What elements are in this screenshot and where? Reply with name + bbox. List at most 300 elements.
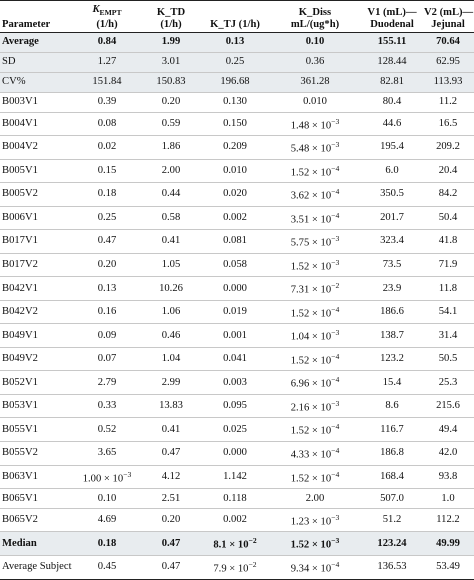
exponent: −3	[331, 512, 340, 522]
cell-value: 4.33 × 10	[290, 449, 332, 461]
table-cell	[202, 159, 268, 183]
cell-value: 6.0	[385, 164, 399, 176]
cell-value: 16.5	[438, 117, 458, 129]
table-cell	[268, 230, 362, 254]
cell-value: 150.83	[156, 76, 186, 88]
cell-value: 350.5	[380, 188, 404, 200]
cell-value: 0.13	[97, 282, 117, 294]
cell-value: 0.02	[97, 141, 117, 153]
table-cell	[140, 347, 202, 371]
cell-value: 9.34 × 10	[290, 563, 332, 575]
header-line2: Duodenal	[370, 19, 414, 30]
table-cell	[422, 418, 474, 442]
header-line2: mL/(ug*h)	[290, 19, 340, 30]
header-line1: V2 (mL)—	[424, 7, 474, 18]
cell-value: 0.020	[223, 188, 247, 200]
cell-value: 82.81	[380, 76, 404, 88]
table-row	[0, 183, 474, 207]
cell-value: 0.41	[161, 235, 181, 247]
cell-value: 0.15	[97, 164, 117, 176]
cell-value: 0.20	[97, 259, 117, 271]
table-header	[0, 1, 474, 33]
table-cell	[140, 556, 202, 580]
cell-value: 4.12	[161, 470, 181, 482]
cell-value: CV%	[2, 76, 26, 88]
exponent: −2	[248, 536, 257, 546]
row-label	[0, 112, 74, 136]
exponent: −4	[331, 163, 340, 173]
cell-value: 15.4	[382, 376, 402, 388]
table-cell	[74, 442, 140, 466]
header-line1: K	[92, 3, 100, 15]
cell-value: 0.10	[97, 492, 117, 504]
cell-value: 7.9 × 10	[213, 563, 249, 575]
table-cell	[202, 112, 268, 136]
table-cell	[422, 532, 474, 556]
cell-value: 0.08	[97, 117, 117, 129]
header-line1: K_Diss	[298, 7, 332, 18]
table-cell	[140, 159, 202, 183]
table-cell	[362, 159, 422, 183]
table-cell	[268, 277, 362, 301]
table-cell	[268, 206, 362, 230]
table-cell	[140, 230, 202, 254]
table-row	[0, 112, 474, 136]
table-cell	[74, 112, 140, 136]
cell-value: 0.000	[223, 282, 247, 294]
cell-value: B063V1	[2, 470, 38, 482]
cell-value: 1.05	[161, 259, 181, 271]
cell-value: 7.31 × 10	[290, 284, 332, 296]
column-header-1	[74, 1, 140, 33]
table-cell	[140, 112, 202, 136]
table-cell	[422, 371, 474, 395]
cell-value: 0.13	[225, 36, 245, 48]
cell-value: 0.010	[303, 96, 327, 108]
cell-value: 0.003	[223, 376, 247, 388]
table-cell	[140, 52, 202, 72]
row-label	[0, 556, 74, 580]
table-cell	[422, 508, 474, 532]
cell-value: 70.64	[436, 36, 460, 48]
table-cell	[140, 253, 202, 277]
header-line2: (1/h)	[160, 19, 182, 30]
cell-value: 41.8	[438, 235, 458, 247]
cell-value: 0.36	[305, 56, 325, 68]
cell-value: 2.79	[97, 376, 117, 388]
row-label	[0, 230, 74, 254]
cell-value: 1.52 × 10	[290, 355, 332, 367]
table-cell	[268, 442, 362, 466]
table-cell	[362, 183, 422, 207]
exponent: −4	[331, 446, 340, 455]
cell-value: 1.52 × 10	[290, 426, 332, 437]
cell-value: 10.26	[159, 282, 183, 294]
table-row	[0, 52, 474, 72]
cell-value: 0.16	[97, 306, 117, 318]
table-cell	[140, 33, 202, 53]
table-cell	[268, 33, 362, 53]
cell-value: B055V1	[2, 423, 38, 435]
cell-value: B004V2	[2, 141, 38, 153]
cell-value: 3.01	[161, 56, 181, 68]
table-cell	[74, 92, 140, 112]
cell-value: 2.00	[161, 164, 181, 176]
cell-value: B042V1	[2, 282, 38, 294]
table-cell	[74, 556, 140, 580]
table-cell	[74, 52, 140, 72]
table-cell	[74, 183, 140, 207]
cell-value: 71.9	[438, 259, 458, 271]
table-cell	[362, 277, 422, 301]
table-cell	[74, 394, 140, 418]
row-label	[0, 253, 74, 277]
column-header-4	[268, 1, 362, 33]
table-cell	[422, 206, 474, 230]
cell-value: 0.39	[97, 96, 117, 108]
table-cell	[422, 33, 474, 53]
table-row	[0, 92, 474, 112]
table-cell	[362, 112, 422, 136]
table-cell	[74, 465, 140, 489]
table-row	[0, 508, 474, 532]
cell-value: 5.48 × 10	[290, 143, 332, 155]
cell-value: B065V2	[2, 514, 38, 526]
exponent: −4	[331, 187, 340, 197]
cell-value: 0.118	[223, 492, 247, 504]
table-cell	[422, 489, 474, 509]
table-cell	[362, 300, 422, 324]
table-cell	[268, 112, 362, 136]
table-cell	[362, 324, 422, 348]
table-row	[0, 418, 474, 442]
cell-value: B049V1	[2, 329, 38, 341]
cell-value: 215.6	[436, 400, 460, 412]
table-cell	[362, 442, 422, 466]
exponent: −4	[331, 469, 340, 479]
cell-value: 1.27	[97, 56, 117, 68]
cell-value: Median	[2, 537, 37, 549]
cell-value: 80.4	[382, 96, 402, 108]
table-cell	[74, 371, 140, 395]
table-cell	[362, 347, 422, 371]
row-label	[0, 159, 74, 183]
cell-value: 0.47	[161, 561, 181, 573]
table-cell	[202, 92, 268, 112]
cell-value: 1.23 × 10	[290, 516, 332, 528]
exponent: −2	[331, 281, 340, 291]
cell-value: Average Subject	[2, 561, 72, 573]
exponent: −2	[248, 560, 257, 570]
cell-value: 112.2	[436, 514, 460, 526]
table-cell	[422, 136, 474, 160]
cell-value: 3.65	[97, 447, 117, 459]
cell-value: B005V2	[2, 188, 38, 200]
cell-value: 201.7	[380, 211, 404, 223]
cell-value: B052V1	[2, 376, 38, 388]
cell-value: 168.4	[380, 470, 404, 482]
cell-value: B006V1	[2, 211, 38, 223]
table-cell	[140, 394, 202, 418]
table-row	[0, 371, 474, 395]
cell-value: 8.1 × 10	[213, 540, 249, 552]
cell-value: 1.48 × 10	[290, 120, 332, 132]
table-cell	[202, 532, 268, 556]
header-line2: Jejunal	[431, 19, 465, 30]
header-line1: V1 (mL)—	[367, 7, 417, 18]
cell-value: 1.04	[161, 353, 181, 365]
table-cell	[268, 394, 362, 418]
table-cell	[74, 159, 140, 183]
cell-value: B042V2	[2, 306, 38, 318]
exponent: −4	[331, 304, 340, 314]
row-label	[0, 183, 74, 207]
table-cell	[268, 324, 362, 348]
row-label	[0, 532, 74, 556]
table-cell	[268, 300, 362, 324]
cell-value: 11.2	[438, 96, 458, 108]
cell-value: 0.002	[223, 211, 247, 223]
table-cell	[202, 206, 268, 230]
cell-value: B004V1	[2, 117, 38, 129]
cell-value: 123.2	[380, 353, 404, 365]
cell-value: 1.142	[223, 470, 247, 482]
cell-value: 1.52 × 10	[290, 261, 332, 273]
table-cell	[202, 394, 268, 418]
cell-value: B017V2	[2, 259, 38, 271]
table-cell	[422, 253, 474, 277]
cell-value: Average	[2, 36, 39, 48]
cell-value: 0.20	[161, 96, 181, 108]
cell-value: 1.06	[161, 306, 181, 318]
row-label	[0, 508, 74, 532]
table-cell	[74, 230, 140, 254]
table-cell	[140, 183, 202, 207]
column-header-0	[0, 1, 74, 33]
column-header-5	[362, 1, 422, 33]
table-cell	[268, 465, 362, 489]
row-label	[0, 394, 74, 418]
cell-value: 209.2	[436, 141, 460, 153]
cell-value: 0.25	[97, 211, 117, 223]
table-cell	[202, 277, 268, 301]
table-row	[0, 253, 474, 277]
exponent: −3	[331, 536, 340, 546]
table-cell	[268, 52, 362, 72]
cell-value: 1.04 × 10	[290, 331, 332, 343]
table-cell	[202, 230, 268, 254]
cell-value: 1.86	[161, 141, 181, 153]
cell-value: 128.44	[377, 56, 407, 68]
table-row	[0, 206, 474, 230]
table-row	[0, 230, 474, 254]
table-cell	[268, 371, 362, 395]
table-cell	[362, 33, 422, 53]
table-cell	[422, 556, 474, 580]
cell-value: 186.6	[380, 306, 404, 318]
row-label	[0, 442, 74, 466]
exponent: −3	[331, 116, 340, 126]
table-cell	[202, 324, 268, 348]
cell-value: 31.4	[438, 329, 458, 341]
exponent: −4	[331, 210, 340, 220]
table-cell	[74, 277, 140, 301]
cell-value: 0.019	[223, 306, 247, 318]
cell-value: 53.49	[436, 561, 460, 573]
table-cell	[202, 508, 268, 532]
table-cell	[268, 183, 362, 207]
table-cell	[140, 277, 202, 301]
exponent: −4	[331, 560, 340, 570]
table-cell	[362, 418, 422, 442]
table-cell	[74, 508, 140, 532]
cell-value: 0.150	[223, 117, 247, 129]
cell-value: 1.0	[441, 492, 455, 504]
table-cell	[140, 442, 202, 466]
table-cell	[362, 136, 422, 160]
table-cell	[422, 92, 474, 112]
cell-value: 13.83	[159, 400, 183, 412]
cell-value: B003V1	[2, 96, 38, 108]
cell-value: 2.00	[305, 492, 325, 504]
row-label	[0, 277, 74, 301]
table-cell	[202, 418, 268, 442]
cell-value: 0.84	[97, 36, 117, 48]
table-cell	[140, 532, 202, 556]
cell-value: 0.47	[161, 537, 181, 549]
table-row	[0, 33, 474, 53]
cell-value: 44.6	[382, 117, 402, 129]
table-cell	[140, 465, 202, 489]
cell-value: 507.0	[380, 492, 404, 504]
table-cell	[140, 489, 202, 509]
table-row	[0, 136, 474, 160]
table-cell	[362, 394, 422, 418]
exponent: −4	[331, 422, 340, 432]
table-cell	[362, 72, 422, 92]
row-label	[0, 33, 74, 53]
exponent: −3	[123, 469, 132, 479]
column-header-6	[422, 1, 474, 33]
table-cell	[268, 556, 362, 580]
row-label	[0, 136, 74, 160]
table-cell	[268, 347, 362, 371]
cell-value: 0.209	[223, 141, 247, 153]
cell-value: 196.68	[220, 76, 250, 88]
cell-value: 0.10	[305, 36, 325, 48]
table-cell	[268, 253, 362, 277]
table-cell	[268, 532, 362, 556]
table-cell	[362, 532, 422, 556]
cell-value: 2.51	[161, 492, 181, 504]
row-label	[0, 371, 74, 395]
cell-value: 0.18	[97, 537, 117, 549]
cell-value: B017V1	[2, 235, 38, 247]
table-cell	[422, 277, 474, 301]
header-line1: K_TJ (1/h)	[210, 19, 260, 30]
column-header-2	[140, 1, 202, 33]
table-cell	[422, 300, 474, 324]
cell-value: 51.2	[382, 514, 402, 526]
table-cell	[202, 52, 268, 72]
cell-value: 0.058	[223, 259, 247, 271]
table-cell	[422, 230, 474, 254]
table-cell	[140, 418, 202, 442]
table-cell	[202, 33, 268, 53]
cell-value: 1.99	[161, 36, 181, 48]
table-row	[0, 489, 474, 509]
cell-value: 136.53	[377, 561, 407, 573]
cell-value: 138.7	[380, 329, 404, 341]
cell-value: B055V2	[2, 447, 38, 459]
cell-value: 123.24	[377, 537, 407, 549]
cell-value: 3.51 × 10	[290, 214, 332, 226]
table-row	[0, 532, 474, 556]
row-label	[0, 489, 74, 509]
table-row	[0, 72, 474, 92]
table-cell	[74, 418, 140, 442]
table-cell	[268, 489, 362, 509]
cell-value: 1.52 × 10	[290, 473, 332, 485]
table-cell	[362, 371, 422, 395]
cell-value: 42.0	[438, 447, 458, 459]
table-cell	[140, 92, 202, 112]
row-label	[0, 418, 74, 442]
table-cell	[202, 489, 268, 509]
table-cell	[74, 33, 140, 53]
cell-value: B053V1	[2, 400, 38, 412]
table-cell	[140, 206, 202, 230]
table-cell	[362, 92, 422, 112]
table-cell	[140, 508, 202, 532]
cell-value: 93.8	[438, 470, 458, 482]
table-cell	[202, 72, 268, 92]
table-cell	[422, 159, 474, 183]
row-label	[0, 72, 74, 92]
table-cell	[140, 136, 202, 160]
cell-value: 8.6	[385, 400, 399, 412]
cell-value: 50.5	[438, 353, 458, 365]
table-cell	[268, 72, 362, 92]
cell-value: 20.4	[438, 164, 458, 176]
table-cell	[202, 136, 268, 160]
cell-value: 0.20	[161, 514, 181, 526]
table-cell	[74, 347, 140, 371]
table-cell	[422, 72, 474, 92]
exponent: −4	[331, 375, 340, 385]
table-row	[0, 347, 474, 371]
cell-value: B065V1	[2, 492, 38, 504]
header-line1: K_TD	[156, 7, 186, 18]
table-row	[0, 442, 474, 466]
cell-value: 155.11	[377, 36, 407, 48]
cell-value: 0.45	[97, 561, 117, 573]
table-cell	[422, 442, 474, 466]
table-cell	[422, 465, 474, 489]
table-cell	[422, 324, 474, 348]
cell-value: 23.9	[382, 282, 402, 294]
cell-value: 1.52 × 10	[290, 167, 332, 179]
cell-value: 0.59	[161, 117, 181, 129]
header-line1: Parameter	[2, 19, 51, 30]
cell-value: 361.28	[300, 76, 330, 88]
cell-value: 50.4	[438, 211, 458, 223]
exponent: −3	[331, 234, 340, 244]
cell-value: 0.07	[97, 353, 117, 365]
table-cell	[140, 300, 202, 324]
cell-value: 0.041	[223, 353, 247, 365]
table-cell	[202, 465, 268, 489]
